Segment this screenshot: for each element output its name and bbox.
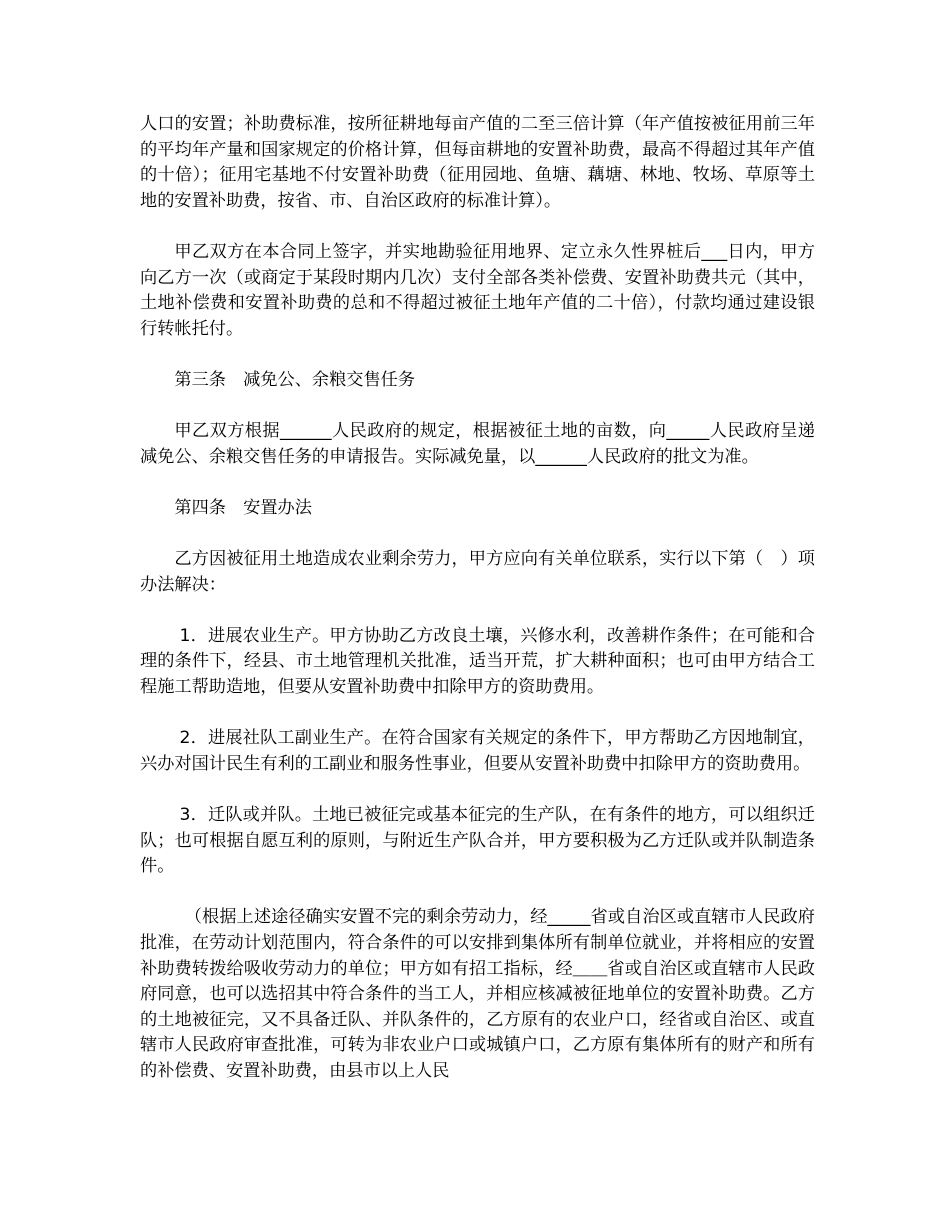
document-page <box>140 112 815 1085</box>
list-item-3: 3．迁队或并队。土地已被征完或基本征完的生产队，在有条件的地方，可以组织迁队；也可根据自愿互利的原则，与附近生产队合并，甲方要积极为乙方迁队或并队制造条件。 <box>140 805 815 877</box>
paragraph-resettlement-note: （根据上述途径确实安置不完的剩余劳动力，经_____省或自治区或直辖市人民政府批准，在劳动计划范围内，符合条件的可以安排到集体所有制单位就业，并将相应的安置补助费转拨给吸收劳动力的单位；甲方如有招工指标，经＿＿省或自治区或直辖市人民政府同意，也可以选招其中符合条件的当工人，并相应核减被征地单位的安置补助费。乙方的土地被征完，又不具备迁队、并队条件的，乙方原有的农业户口，经省或自治区、或直辖市人民政府审查批准，可转为非农业户口或城镇户口，乙方原有集体所有的财产和所有的补偿费、安置补助费，由县市以上人民 <box>140 907 815 1081</box>
heading-article-4: 第四条 安置办法 <box>174 497 312 518</box>
paragraph-payment-terms: 甲乙双方在本合同上签字，并实地勘验征用地界、定立永久性界桩后___日内，甲方向乙方一次（或商定于某段时期内几次）支付全部各类补偿费、安置补助费共元（其中，土地补偿费和安置补助费的总和不得超过被征土地年产值的二十倍），付款均通过建设银行转帐托付。 <box>140 241 815 339</box>
heading-article-3: 第三条 减免公、余粮交售任务 <box>174 369 416 390</box>
paragraph-grain-reduction: 甲乙双方根据______人民政府的规定，根据被征土地的亩数，向_____人民政府呈递减免公、余粮交售任务的申请报告。实际减免量，以______人民政府的批文为准。 <box>140 421 815 467</box>
paragraph-surplus-labor: 乙方因被征用土地造成农业剩余劳力，甲方应向有关单位联系，实行以下第（ ）项办法解决： <box>140 549 815 595</box>
list-item-2: 2．进展社队工副业生产。在符合国家有关规定的条件下，甲方帮助乙方因地制宜，兴办对国计民生有利的工副业和服务性事业，但要从安置补助费中扣除甲方的资助费用。 <box>140 728 815 774</box>
list-item-1: 1．进展农业生产。甲方协助乙方改良土壤，兴修水利，改善耕作条件；在可能和合理的条件下，经县、市土地管理机关批准，适当开荒，扩大耕种面积；也可由甲方结合工程施工帮助造地，但要从安置补助费中扣除甲方的资助费用。 <box>140 625 815 698</box>
paragraph-land-compensation-standard: 人口的安置；补助费标准，按所征耕地每亩产值的二至三倍计算（年产值按被征用前三年的平均年产量和国家规定的价格计算，但每亩耕地的安置补助费，最高不得超过其年产值的十倍）；征用宅基地不付安置补助费（征用园地、鱼塘、藕塘、林地、牧场、草原等土地的安置补助费，按省、市、自治区政府的标准计算）。 <box>140 114 815 211</box>
